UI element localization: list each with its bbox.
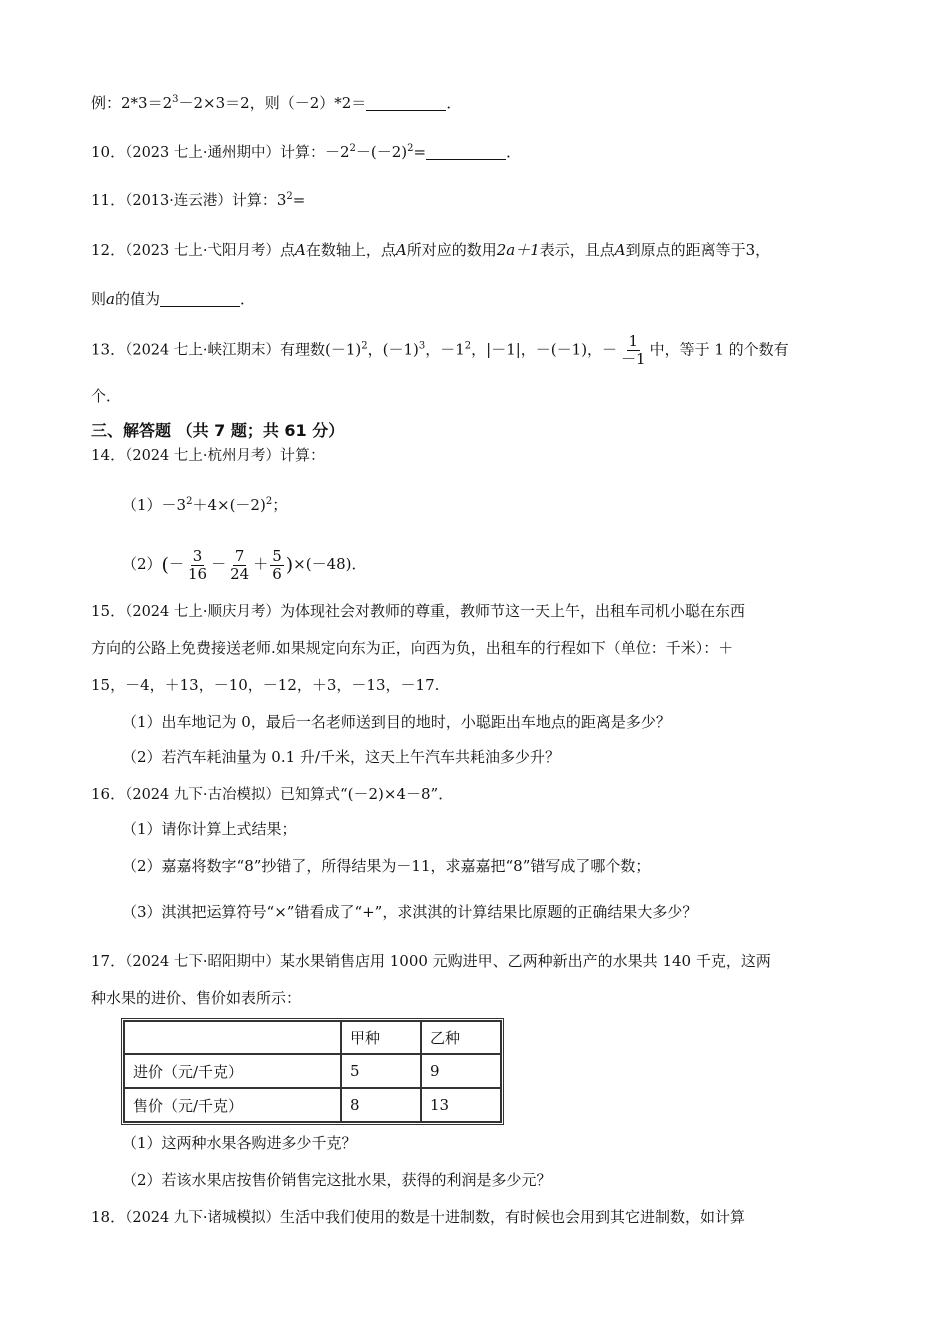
q15-part-2: （2）若汽车耗油量为 0.1 升/千米，这天上午汽车共耗油多少升？	[122, 748, 560, 766]
q15-line-2: 方向的公路上免费接送老师.如果规定向东为正，向西为负，出租车的行程如下（单位：千米）：＋	[91, 639, 734, 657]
price-table	[121, 1018, 504, 1125]
q16-line: 16．（2024 九下·古冶模拟）已知算式“(－2)×4－8”．	[91, 785, 454, 803]
q11-line: 11．（2013·连云港）计算：$3^2=$	[91, 191, 306, 209]
table-cell: 8	[341, 1088, 421, 1122]
table-cell	[124, 1021, 341, 1054]
fraction: $\frac{3}{16}$	[187, 546, 208, 583]
q14-part-2: （2）(－ $\frac{3}{16}$ － $\frac{7}{24}$ ＋ $\frac{5}{6}$ )×(－48)．	[122, 546, 367, 583]
table-cell: 5	[341, 1054, 421, 1088]
table-cell: 进价（元/千克）	[124, 1054, 341, 1088]
q15-part-1: （1）出车地记为 0，最后一名老师送到目的地时，小聪距出车地点的距离是多少？	[122, 713, 671, 731]
q14-line: 14．（2024 七上·杭州月考）计算：	[91, 446, 325, 464]
table-cell: 13	[421, 1088, 501, 1122]
table-cell: 甲种	[341, 1021, 421, 1054]
fraction: $\frac{1}{-1}$	[621, 332, 646, 368]
q18-line-1: 18．（2024 九下·诸城模拟）生活中我们使用的数是十进制数，有时候也会用到其它进制数，如计算	[91, 1208, 745, 1226]
q16-part-3: （3）淇淇把运算符号“×”错看成了“+”，求淇淇的计算结果比原题的正确结果大多少？	[122, 903, 698, 921]
q14-part-1: $(1)-3^2+4\times(-2)^2$；	[122, 496, 288, 514]
q12-line-2: 则a的值为 ．	[91, 290, 255, 308]
q9-line: 例：$2*3=2^3-2\times 3=2$，则（－2）*2＝ ．	[91, 94, 462, 112]
q13-line-1: 13．（2024 七上·峡江期末）有理数$(-1)^2$，$(-1)^3$，$-1^2$，|－1|，－(－1)，－ $\frac{1}{-1}$ 中，等于 1 的个数有	[91, 332, 789, 368]
q16-part-1: （1）请你计算上式结果；	[122, 820, 297, 838]
q12-line-1: 12．（2023 七上·弋阳月考）点A在数轴上，点A所对应的数用2a＋1表示，且点A到原点的距离等于3，	[91, 241, 771, 259]
table-cell: 售价（元/千克）	[124, 1088, 341, 1122]
q17-line-1: 17．（2024 七下·昭阳期中）某水果销售店用 1000 元购进甲、乙两种新出产的水果共 140 千克，这两	[91, 952, 771, 970]
q15-line-1: 15．（2024 七上·顺庆月考）为体现社会对教师的尊重，教师节这一天上午，出租车司机小聪在东西	[91, 602, 745, 620]
table-cell: 9	[421, 1054, 501, 1088]
q17-part-1: （1）这两种水果各购进多少千克？	[122, 1134, 357, 1152]
q15-line-3: 15，－4，＋13，－10，－12，＋3，－13，－17.	[91, 676, 440, 694]
fraction: $\frac{7}{24}$	[230, 546, 250, 583]
answer-blank[interactable]	[366, 94, 446, 111]
answer-blank[interactable]	[426, 143, 506, 160]
q10-line: 10．（2023 七上·通州期中）计算：$-2^2-(-2)^2=$ ．	[91, 143, 522, 161]
fraction: $\frac{5}{6}$	[272, 546, 282, 583]
q13-line-2: 个．	[91, 387, 122, 405]
q17-part-2: （2）若该水果店按售价销售完这批水果，获得的利润是多少元？	[122, 1171, 552, 1189]
answer-blank[interactable]	[160, 290, 240, 307]
table-row	[124, 1088, 501, 1122]
table-header-row	[124, 1021, 501, 1054]
table-row	[124, 1054, 501, 1088]
q17-line-2: 种水果的进价、售价如表所示：	[91, 989, 302, 1007]
table-cell: 乙种	[421, 1021, 501, 1054]
section-heading: 三、解答题 （共 7 题；共 61 分）	[91, 421, 345, 440]
q16-part-2: （2）嘉嘉将数字“8”抄错了，所得结果为－11，求嘉嘉把“8”错写成了哪个数；	[122, 857, 651, 875]
